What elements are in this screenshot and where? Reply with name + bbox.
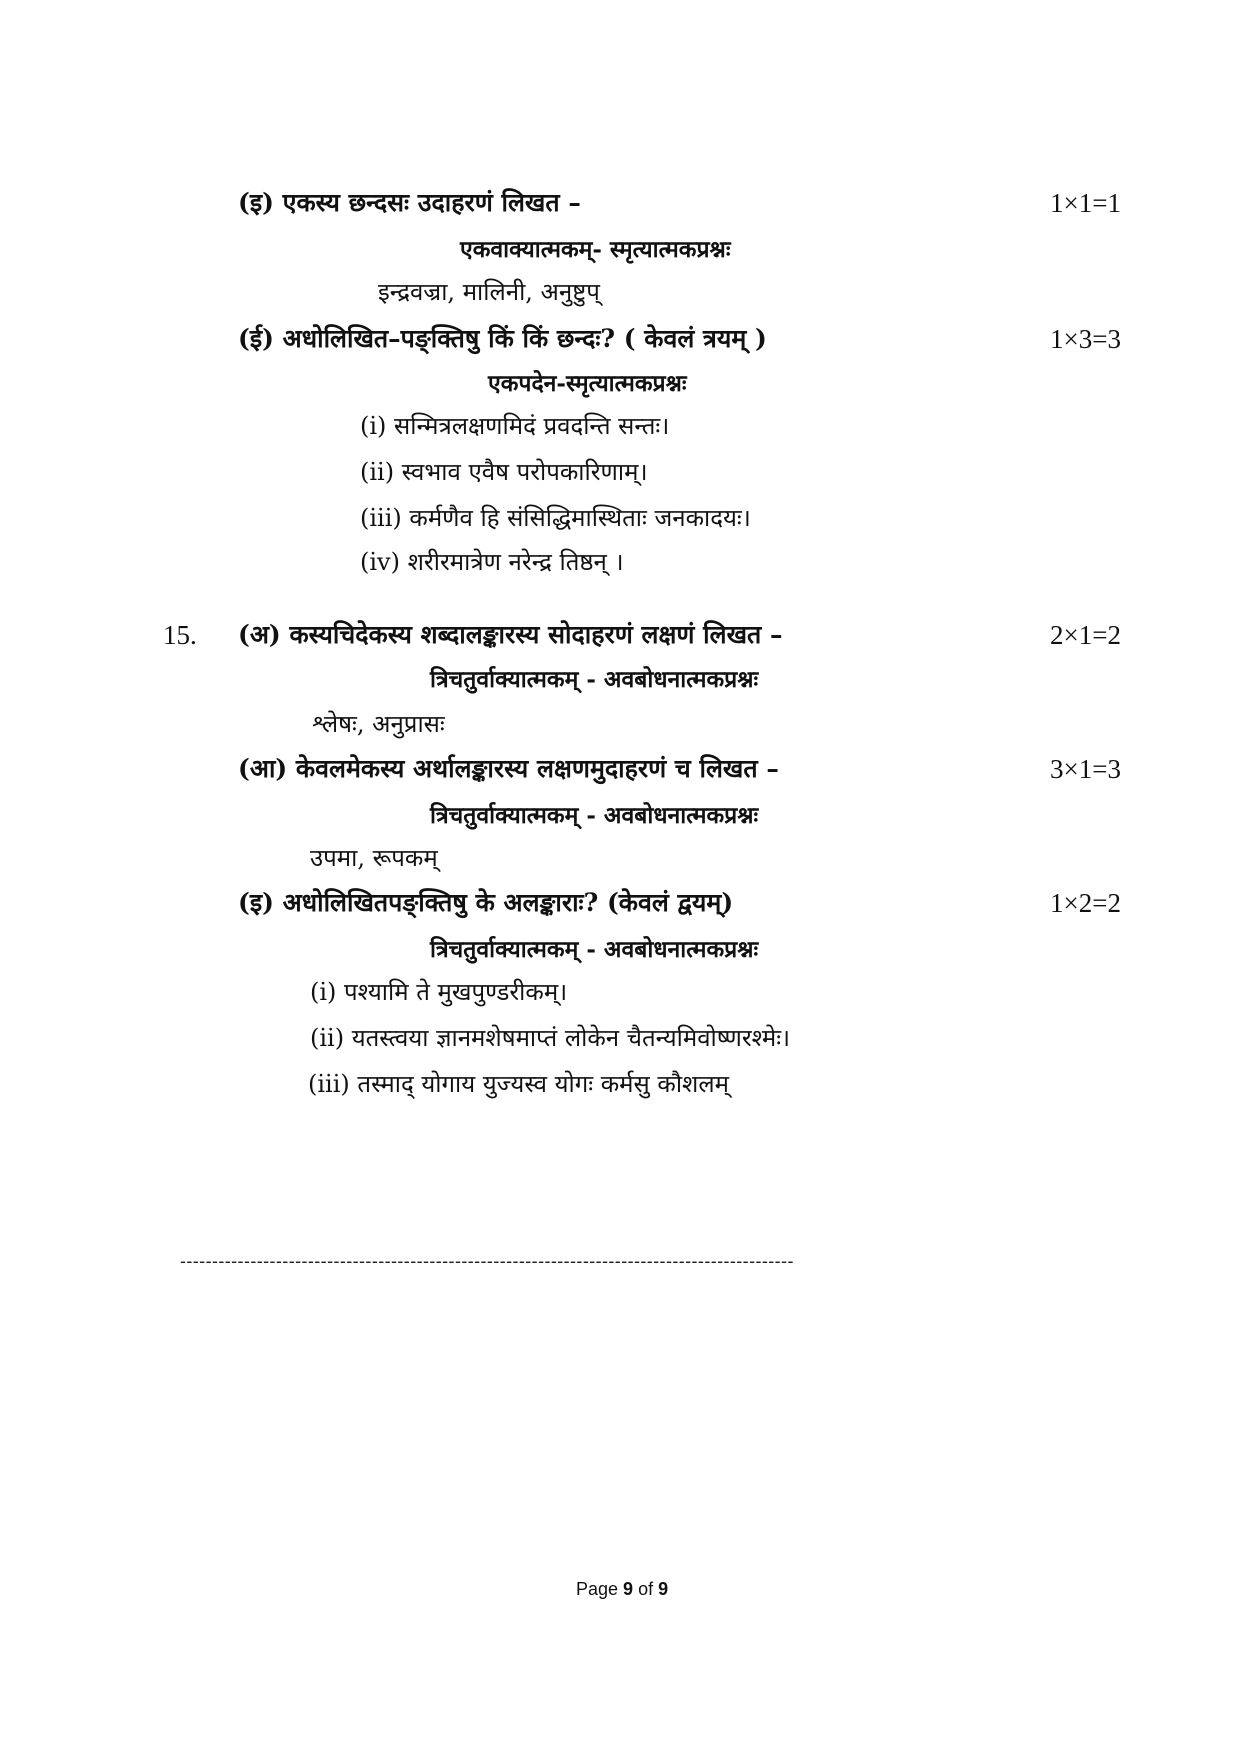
q15-aa-label: (आ) केवलमेकस्य अर्थालङ्कारस्य लक्षणमुदाहरणं च लिखत –: [238, 754, 779, 783]
footer-total-pages: 9: [658, 1579, 669, 1599]
q14-e-marks: 1×1=1: [1050, 188, 1121, 218]
q14-e-category: एकवाक्यात्मकम्- स्मृत्यात्मकप्रश्नः: [460, 236, 731, 263]
q14-ee-item: (iv) शरीरमात्रेण नरेन्द्र तिष्ठन् ।: [360, 548, 624, 576]
q15-e-marks: 1×2=2: [1050, 888, 1121, 918]
q15-aa-options: उपमा, रूपकम्: [310, 844, 438, 872]
separator-line: ------------------------------------------------------------------------------------------------: [180, 1252, 794, 1270]
q15-e-item: (ii) यतस्त्वया ज्ञानमशेषमाप्तं लोकेन चैतन्यमिवोष्णरश्मेः।: [310, 1024, 791, 1052]
q15-e-item: (iii) तस्माद् योगाय युज्यस्व योगः कर्मसु कौशलम्: [308, 1070, 729, 1098]
q14-ee-item: (ii) स्वभाव एवैष परोपकारिणाम्।: [360, 458, 648, 486]
q14-ee-marks: 1×3=3: [1050, 324, 1121, 354]
q15-a-category: त्रिचतुर्वाक्यात्मकम् - अवबोधनात्मकप्रश्नः: [430, 666, 759, 693]
q14-ee-category: एकपदेन-स्मृत्यात्मकप्रश्नः: [488, 370, 687, 397]
q15-e-label: (इ) अधोलिखितपङ्क्तिषु के अलङ्काराः? (केवलं द्वयम्): [238, 888, 734, 917]
q15-aa-marks: 3×1=3: [1050, 754, 1121, 784]
q14-e-label: (इ) एकस्य छन्दसः उदाहरणं लिखत –: [238, 188, 581, 217]
q15-a-options: श्लेषः, अनुप्रासः: [312, 710, 445, 738]
q15-a-marks: 2×1=2: [1050, 620, 1121, 650]
footer-current-page: 9: [623, 1579, 634, 1599]
q14-ee-item: (i) सन्मित्रलक्षणमिदं प्रवदन्ति सन्तः।: [360, 412, 670, 440]
q15-number: 15.: [163, 620, 197, 650]
q15-aa-category: त्रिचतुर्वाक्यात्मकम् - अवबोधनात्मकप्रश्नः: [430, 802, 759, 829]
q15-a-label: (अ) कस्यचिदेकस्य शब्दालङ्कारस्य सोदाहरणं लक्षणं लिखत –: [238, 620, 783, 649]
q15-e-item: (i) पश्यामि ते मुखपुण्डरीकम्।: [310, 978, 568, 1006]
q14-ee-item: (iii) कर्मणैव हि संसिद्धिमास्थिताः जनकादयः।: [360, 504, 751, 532]
q14-ee-label: (ई) अधोलिखित–पङ्क्तिषु किं किं छन्दः? ( केवलं त्रयम् ): [238, 324, 767, 353]
footer-middle: of: [633, 1579, 659, 1599]
q14-e-options: इन्द्रवज्रा, मालिनी, अनुष्टुप्: [378, 278, 600, 306]
footer-prefix: Page: [576, 1579, 624, 1599]
page-footer: [576, 1580, 668, 1598]
q15-e-category: त्रिचतुर्वाक्यात्मकम् - अवबोधनात्मकप्रश्नः: [430, 936, 759, 963]
